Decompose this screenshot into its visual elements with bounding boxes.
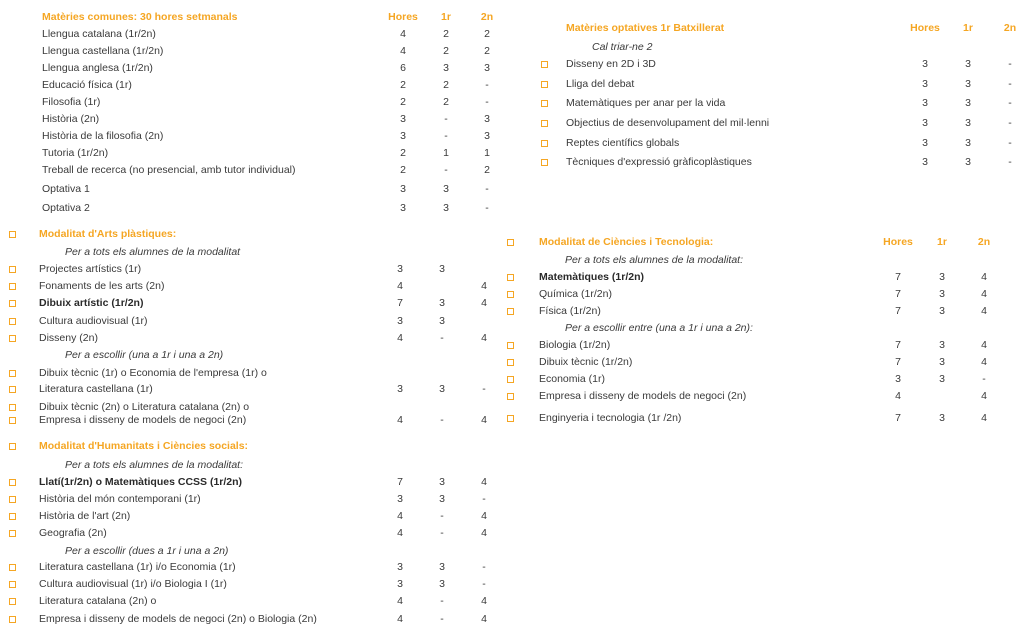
- row-1r: 3: [939, 339, 945, 351]
- row-hores: 4: [895, 390, 901, 402]
- row-2n: 2: [484, 164, 490, 176]
- row-label: Llatí(1r/2n) o Matemàtiques CCSS (1r/2n): [39, 476, 243, 488]
- row-label: Disseny en 2D i 3D: [566, 58, 656, 70]
- col-header-2n: 2n: [480, 11, 494, 23]
- row-1r: 2: [443, 28, 449, 40]
- row-1r: 3: [443, 202, 449, 214]
- row-hores: 7: [895, 288, 901, 300]
- row-label: Fonaments de les arts (2n): [39, 280, 165, 292]
- row-label: Tutoria (1r/2n): [42, 147, 109, 159]
- row-label: Història (2n): [42, 113, 100, 125]
- row-label: Empresa i disseny de models de negoci (2n): [539, 390, 747, 402]
- row-label: Llengua castellana (1r/2n): [42, 45, 164, 57]
- row-2n: 4: [481, 527, 487, 539]
- checkbox-icon[interactable]: [541, 61, 548, 68]
- checkbox-icon[interactable]: [507, 359, 514, 366]
- row-hores: 7: [895, 271, 901, 283]
- row-1r: 3: [939, 305, 945, 317]
- row-label: Química (1r/2n): [539, 288, 612, 300]
- checkbox-icon[interactable]: [9, 564, 16, 571]
- row-label: Física (1r/2n): [539, 305, 601, 317]
- row-hores: 3: [397, 578, 403, 590]
- row-1r: 3: [439, 297, 445, 309]
- row-hores: 2: [400, 164, 406, 176]
- row-2n: -: [1008, 58, 1012, 70]
- section-title: Modalitat d'Humanitats i Ciències socials:: [39, 440, 249, 452]
- row-hores: 4: [397, 527, 403, 539]
- row-1r: 3: [439, 578, 445, 590]
- row-2n: 1: [484, 147, 490, 159]
- row-1r: -: [440, 527, 444, 539]
- row-2n: 3: [484, 113, 490, 125]
- row-2n: 4: [981, 288, 987, 300]
- row-hores: 7: [895, 339, 901, 351]
- row-2n: 4: [481, 476, 487, 488]
- checkbox-icon[interactable]: [541, 81, 548, 88]
- row-label: Literatura castellana (1r) i/o Economia (1r): [39, 561, 236, 573]
- row-1r: -: [444, 113, 448, 125]
- row-hores: 3: [922, 156, 928, 168]
- row-1r: 3: [939, 412, 945, 424]
- row-label: Empresa i disseny de models de negoci (2n): [39, 414, 247, 426]
- row-2n: 4: [981, 271, 987, 283]
- row-hores: 3: [895, 373, 901, 385]
- row-hores: 3: [922, 58, 928, 70]
- row-2n: 4: [481, 613, 487, 625]
- row-label: Història de la filosofia (2n): [42, 130, 164, 142]
- row-1r: 3: [939, 288, 945, 300]
- row-2n: -: [482, 383, 486, 395]
- row-label: Educació física (1r): [42, 79, 132, 91]
- checkbox-icon[interactable]: [507, 376, 514, 383]
- row-hores: 2: [400, 96, 406, 108]
- row-2n: -: [485, 79, 489, 91]
- row-hores: 3: [922, 117, 928, 129]
- checkbox-icon[interactable]: [507, 308, 514, 315]
- checkbox-icon[interactable]: [9, 496, 16, 503]
- row-1r: -: [444, 164, 448, 176]
- row-label: Reptes científics globals: [566, 137, 680, 149]
- row-1r: 3: [443, 62, 449, 74]
- row-label: Història del món contemporani (1r): [39, 493, 201, 505]
- row-2n: 2: [484, 28, 490, 40]
- col-header-hores: Hores: [910, 22, 940, 34]
- checkbox-icon[interactable]: [9, 404, 16, 411]
- row-hores: 7: [397, 476, 403, 488]
- checkbox-icon[interactable]: [541, 100, 548, 107]
- row-2n: -: [1008, 97, 1012, 109]
- row-hores: 2: [400, 79, 406, 91]
- row-2n: -: [485, 96, 489, 108]
- checkbox-icon[interactable]: [541, 159, 548, 166]
- row-1r: 1: [443, 147, 449, 159]
- checkbox-icon[interactable]: [9, 513, 16, 520]
- checkbox-icon[interactable]: [9, 300, 16, 307]
- row-1r: 3: [965, 58, 971, 70]
- section-title: Matèries optatives 1r Batxillerat: [566, 22, 725, 34]
- checkbox-icon[interactable]: [9, 616, 16, 623]
- arts-subtitle-2: Per a escollir (una a 1r i una a 2n): [65, 349, 224, 361]
- row-hores: 4: [397, 595, 403, 607]
- row-2n: -: [1008, 156, 1012, 168]
- row-2n: -: [485, 202, 489, 214]
- row-label: Disseny (2n): [39, 332, 98, 344]
- checkbox-icon[interactable]: [541, 120, 548, 127]
- row-hores: 6: [400, 62, 406, 74]
- row-2n: 4: [481, 332, 487, 344]
- section-title: Modalitat de Ciències i Tecnologia:: [539, 236, 714, 248]
- row-label: Optativa 2: [42, 202, 90, 214]
- row-2n: 4: [981, 390, 987, 402]
- humanitats-subtitle-2: Per a escollir (dues a 1r i una a 2n): [65, 545, 229, 557]
- section-title: Matèries comunes: 30 hores setmanals: [42, 11, 238, 23]
- row-hores: 7: [895, 305, 901, 317]
- row-label: Biologia (1r/2n): [539, 339, 611, 351]
- row-1r: 3: [965, 117, 971, 129]
- section-title: Modalitat d'Arts plàstiques:: [39, 228, 177, 240]
- col-header-1r: 1r: [937, 236, 947, 248]
- row-hores: 3: [397, 383, 403, 395]
- row-1r: -: [440, 613, 444, 625]
- row-2n: 2: [484, 45, 490, 57]
- row-1r: 3: [443, 183, 449, 195]
- arts-subtitle-1: Per a tots els alumnes de la modalitat: [65, 246, 241, 258]
- row-hores: 4: [400, 45, 406, 57]
- row-label: Història de l'art (2n): [39, 510, 131, 522]
- ciencies-subtitle-2: Per a escollir entre (una a 1r i una a 2n):: [565, 322, 753, 334]
- row-2n: 4: [981, 339, 987, 351]
- row-2n: 4: [981, 412, 987, 424]
- row-1r: -: [440, 510, 444, 522]
- row-hores: 3: [400, 113, 406, 125]
- row-1r: 3: [439, 383, 445, 395]
- row-hores: 4: [397, 510, 403, 522]
- row-label: Dibuix tècnic (1r) o Economia de l'empresa (1r) o: [39, 367, 267, 379]
- row-1r: -: [440, 414, 444, 426]
- row-2n: 4: [481, 510, 487, 522]
- checkbox-icon[interactable]: [507, 415, 514, 422]
- col-header-1r: 1r: [441, 11, 451, 23]
- row-label: Dibuix tècnic (1r/2n): [539, 356, 633, 368]
- row-2n: 4: [481, 595, 487, 607]
- row-1r: 3: [965, 156, 971, 168]
- row-label: Dibuix tècnic (2n) o Literatura catalana (2n) o: [39, 401, 250, 413]
- row-2n: -: [485, 183, 489, 195]
- row-1r: 3: [439, 263, 445, 275]
- row-2n: 3: [484, 62, 490, 74]
- row-1r: -: [444, 130, 448, 142]
- row-hores: 3: [922, 137, 928, 149]
- row-2n: 4: [981, 356, 987, 368]
- ciencies-checkbox[interactable]: [507, 239, 514, 246]
- row-2n: -: [482, 561, 486, 573]
- ciencies-subtitle-1: Per a tots els alumnes de la modalitat:: [565, 254, 744, 266]
- row-hores: 3: [397, 315, 403, 327]
- row-label: Tècniques d'expressió gràficoplàstiques: [566, 156, 752, 168]
- row-1r: 3: [965, 97, 971, 109]
- checkbox-icon[interactable]: [9, 370, 16, 377]
- row-label: Filosofia (1r): [42, 96, 101, 108]
- row-2n: -: [1008, 137, 1012, 149]
- checkbox-icon[interactable]: [9, 479, 16, 486]
- row-label: Objectius de desenvolupament del mil·lenni: [566, 117, 770, 129]
- row-2n: -: [1008, 117, 1012, 129]
- row-label: Economia (1r): [539, 373, 605, 385]
- row-label: Literatura catalana (2n) o: [39, 595, 157, 607]
- row-2n: 4: [481, 280, 487, 292]
- row-hores: 3: [922, 78, 928, 90]
- row-hores: 3: [397, 263, 403, 275]
- row-hores: 3: [400, 183, 406, 195]
- row-label: Matemàtiques per anar per la vida: [566, 97, 726, 109]
- row-label: Empresa i disseny de models de negoci (2n) o Biologia (2n): [39, 613, 317, 625]
- row-hores: 3: [397, 561, 403, 573]
- row-2n: -: [1008, 78, 1012, 90]
- row-2n: -: [982, 373, 986, 385]
- col-header-hores: Hores: [883, 236, 913, 248]
- checkbox-icon[interactable]: [9, 530, 16, 537]
- row-1r: 3: [439, 493, 445, 505]
- row-hores: 4: [397, 280, 403, 292]
- row-label: Optativa 1: [42, 183, 90, 195]
- checkbox-icon[interactable]: [9, 581, 16, 588]
- checkbox-icon[interactable]: [507, 291, 514, 298]
- row-1r: 2: [443, 79, 449, 91]
- row-label: Treball de recerca (no presencial, amb tutor individual): [42, 164, 296, 176]
- arts-checkbox[interactable]: [9, 231, 16, 238]
- col-header-hores: Hores: [388, 11, 418, 23]
- checkbox-icon[interactable]: [507, 342, 514, 349]
- row-1r: 2: [443, 45, 449, 57]
- checkbox-icon[interactable]: [9, 598, 16, 605]
- row-label: Geografia (2n): [39, 527, 107, 539]
- row-hores: 4: [400, 28, 406, 40]
- row-2n: 4: [481, 414, 487, 426]
- row-label: Literatura castellana (1r): [39, 383, 153, 395]
- row-label: Enginyeria i tecnologia (1r /2n): [539, 412, 682, 424]
- checkbox-icon[interactable]: [9, 318, 16, 325]
- row-2n: 3: [484, 130, 490, 142]
- row-2n: 4: [981, 305, 987, 317]
- row-hores: 4: [397, 332, 403, 344]
- col-header-2n: 2n: [977, 236, 991, 248]
- row-label: Cultura audiovisual (1r) i/o Biologia I (1r): [39, 578, 227, 590]
- row-2n: -: [482, 578, 486, 590]
- row-2n: 4: [481, 297, 487, 309]
- humanitats-checkbox[interactable]: [9, 443, 16, 450]
- row-1r: 3: [939, 271, 945, 283]
- row-hores: 7: [895, 412, 901, 424]
- row-label: Dibuix artístic (1r/2n): [39, 297, 144, 309]
- row-hores: 3: [400, 202, 406, 214]
- humanitats-subtitle-1: Per a tots els alumnes de la modalitat:: [65, 459, 244, 471]
- row-label: Matemàtiques (1r/2n): [539, 271, 645, 283]
- row-label: Llengua catalana (1r/2n): [42, 28, 156, 40]
- col-header-2n: 2n: [1003, 22, 1017, 34]
- checkbox-icon[interactable]: [541, 140, 548, 147]
- row-hores: 7: [895, 356, 901, 368]
- row-label: Llengua anglesa (1r/2n): [42, 62, 153, 74]
- row-1r: 3: [965, 78, 971, 90]
- row-1r: 3: [439, 476, 445, 488]
- row-label: Cultura audiovisual (1r): [39, 315, 148, 327]
- row-hores: 3: [400, 130, 406, 142]
- row-1r: 2: [443, 96, 449, 108]
- row-hores: 3: [922, 97, 928, 109]
- checkbox-icon[interactable]: [9, 417, 16, 424]
- row-hores: 4: [397, 414, 403, 426]
- checkbox-icon[interactable]: [9, 335, 16, 342]
- row-hores: 3: [397, 493, 403, 505]
- row-1r: 3: [965, 137, 971, 149]
- row-label: Projectes artístics (1r): [39, 263, 142, 275]
- row-hores: 4: [397, 613, 403, 625]
- checkbox-icon[interactable]: [507, 274, 514, 281]
- row-1r: 3: [939, 373, 945, 385]
- row-hores: 2: [400, 147, 406, 159]
- row-1r: 3: [439, 315, 445, 327]
- checkbox-icon[interactable]: [507, 393, 514, 400]
- row-label: Lliga del debat: [566, 78, 635, 90]
- row-1r: -: [440, 595, 444, 607]
- row-hores: 7: [397, 297, 403, 309]
- checkbox-icon[interactable]: [9, 283, 16, 290]
- row-1r: -: [440, 332, 444, 344]
- checkbox-icon[interactable]: [9, 386, 16, 393]
- optatives-subtitle: Cal triar-ne 2: [592, 41, 653, 53]
- checkbox-icon[interactable]: [9, 266, 16, 273]
- row-1r: 3: [939, 356, 945, 368]
- col-header-1r: 1r: [963, 22, 973, 34]
- row-1r: 3: [439, 561, 445, 573]
- row-2n: -: [482, 493, 486, 505]
